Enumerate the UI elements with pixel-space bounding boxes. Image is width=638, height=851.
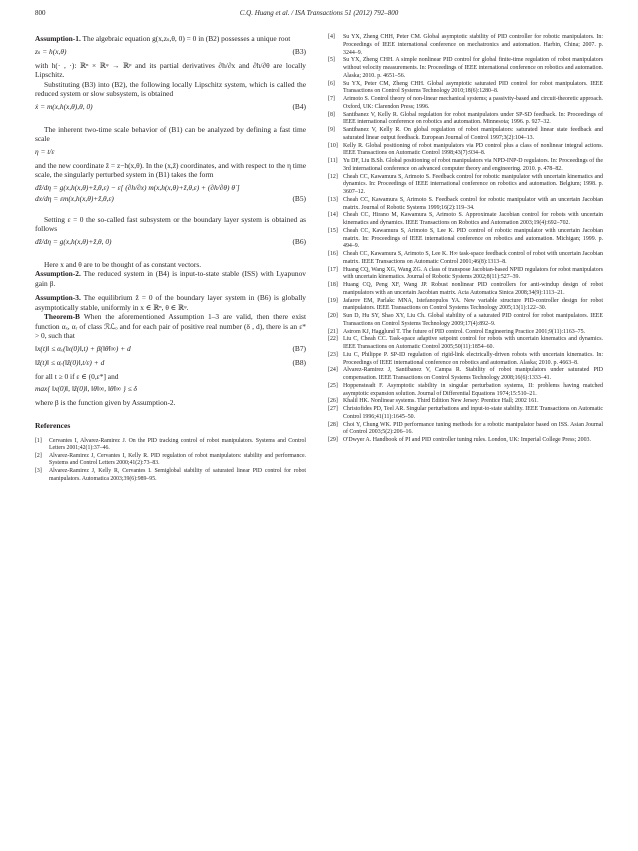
reference-text: Su YX, Zheng CHH. A simple nonlinear PID control for global finite-time regulation of robot manipulators without velocity measurements. In: Proceedings of IEEE international conference on robotics and automation. Alaska; 2010. p. 4651–56.: [343, 57, 603, 79]
reference-text: Sun D, Hu SY, Shao XY, Liu Ch. Global stability of a saturated PID control for robot manipulators. IEEE Transactions on Control Systems Technology 2009;17(4):892–9.: [343, 313, 603, 327]
reference-number: [11]: [328, 158, 338, 164]
reference-text: Cheah CC, Kawamura S, Arimoto S, Lee K. PID control of robotic manipulator with uncertain Jacobian matrix. In: Proceedings of IEEE international conference on robotics and automation. Michigan; 1999. p. 494–9.: [343, 227, 603, 250]
equation-b5-number: (B5): [292, 193, 306, 203]
reference-number: [1]: [35, 438, 42, 444]
equation-b6: [35, 237, 306, 248]
assumption-3-text: The equilibrium z̃ = 0 of the boundary layer system in (B6) is globally asymptotically stable, uniformly in x ∈ ℝⁿ, θ ∈ ℝᵠ.: [35, 293, 306, 312]
reference-number: [13]: [328, 196, 338, 203]
equation-b6-body: dz̃/dη = g(x,h(x,θ)+z̃,θ, 0): [35, 236, 112, 246]
equation-b4-number: (B4): [292, 101, 306, 111]
reference-item: [328, 313, 603, 329]
reference-number: [10]: [328, 142, 338, 149]
assumption-3: [35, 293, 306, 312]
reference-item: [328, 228, 603, 251]
equation-b3-body: zₛ = h(x,θ): [35, 46, 67, 56]
reference-number: [14]: [328, 212, 338, 219]
reference-item: [328, 112, 603, 128]
reference-text: Choi Y, Chung WK. PID performance tuning methods for a robotic manipulator based on ISS. Asian Journal of Control 2003;5(2):206–16.: [343, 421, 603, 436]
reference-text: Huang CQ, Peng XF, Wang JP. Robust nonlinear PID controllers for anti-windup design of robot manipulators with an uncertain Jacobian matrix. Acta Automatica Sinica 2008;34(9):1113–21.: [343, 282, 603, 296]
reference-number: [7]: [328, 96, 335, 102]
equation-eta: [35, 147, 306, 158]
reference-number: [26]: [328, 398, 338, 405]
reference-text: Su YX, Zheng CHH, Peter CM. Global asymptotic stability of PID controller for robotic manipulators. In: Proceedings of IEEE international conference on mechatronics and automation. Harbin, China; 2007. p. 3244–9.: [343, 34, 603, 56]
equation-b8-body: ‖z̃(t)‖ ≤ αᵣ(‖z̃(0)‖,t/ε) + d: [35, 357, 105, 367]
for-all-sentence: for all t ≥ 0 if ε ∈ (0,ε*] and: [35, 371, 119, 381]
reference-number: [3]: [35, 468, 42, 475]
theorem-b-text: When the aforementioned Assumption 1–3 are valid, then there exist function αₓ, αᵣ of class ℛℒₒ and for each pair of positive real number (δ , d), there is an ε* > 0, such that: [35, 312, 306, 340]
reference-text: Arimoto S. Control theory of non-linear mechanical systems; a passivity-based and circuit-theoretic approach. Oxford, UK: Clarendon Press; 1996.: [343, 96, 603, 110]
reference-number: [2]: [35, 453, 42, 460]
assumption-1: [35, 34, 306, 44]
reference-text: Liu C, Cheah CC. Task-space adaptive setpoint control for robots with uncertain kinematics and dynamics. IEEE Transactions on Automatic Control 2005;50(11):1854–60.: [343, 336, 603, 350]
reference-item: [328, 336, 603, 352]
reference-text: Alvarez-Ramirez J, Kelly R, Cervantes I. Semiglobal stability of saturated linear PID control for robot manipulators. Automatica 2003;39(6):989–95.: [49, 468, 306, 482]
inherent-paragraph: The inherent two-time scale behavior of (B1) can be analyzed by defining a fast time scale: [35, 124, 306, 143]
assumption-2-title: Assumption-2.: [35, 269, 81, 278]
constant-vectors-sentence: Here x and θ are to be thought of as constant vectors.: [44, 259, 202, 269]
assumption-1-text: The algebraic equation g(x,zₛ,θ, 0) = 0 in (B2) possesses a unique root: [80, 34, 291, 43]
equation-b5-line1: dz̃/dη = g(x,h(x,θ)+z̃,θ,ε) − ε[ (∂h/∂x) m(x,h(x,θ)+z̃,θ,ε) + (∂h/∂θ) θ̇ ]: [35, 182, 240, 192]
setting-paragraph: Setting ε = 0 the so-called fast subsystem or the boundary layer system is obtained as follows: [35, 214, 306, 233]
references-heading: References: [35, 420, 71, 430]
assumption-1-title: Assumption-1.: [35, 34, 81, 43]
reference-number: [28]: [328, 421, 338, 428]
journal-citation: C.Q. Huang et al. / ISA Transactions 51 (2012) 792–800: [239, 9, 399, 17]
assumption-2-text: The reduced system in (B4) is input-to-state stable (ISS) with Lyapunov gain β.: [35, 269, 306, 288]
reference-text: Khalil HK. Nonlinear systems. Third Edition New Jersey: Prentice Hall; 2002 161.: [343, 398, 539, 405]
reference-number: [25]: [328, 382, 338, 389]
reference-item: [328, 406, 603, 422]
reference-item: [328, 282, 603, 298]
theorem-b-title: Theorem-B: [44, 312, 80, 321]
reference-text: Santibanez V, Kelly R. On global regulation of robot manipulators: saturated linear state feedback and saturated linear output feedback. European Journal of Control 1997;3(2):104–13.: [343, 127, 603, 141]
reference-number: [5]: [328, 57, 335, 64]
reference-text: Su YX, Peter CM, Zheng CHH. Global asymptotic saturated PID control for robot manipulators. IEEE Transactions on Control Systems Technology 2010;18(6):1280–8.: [343, 80, 603, 95]
reference-text: Alvarez-Ramirez J, Santibanez V, Campa R. Stability of robot manipulators under saturated PID compensation. IEEE Transactions on Control Systems Technology 2008;16(6):1333–41.: [343, 367, 603, 381]
new-coordinate-paragraph: and the new coordinate z̃ = z−h(x,θ). In the (x,z̃) coordinates, and with respect to the η time scale, the singularly perturbed system in (B1) takes the form: [35, 160, 306, 179]
equation-b3: [35, 47, 306, 58]
reference-number: [27]: [328, 406, 338, 412]
equation-b5: [35, 183, 306, 203]
reference-item: [35, 468, 306, 483]
reference-text: Santibanez V, Kelly R. Global regulation for robot manipulators under SP-SD feedback. In: Proceedings of IEEE international conference on robotics and automation. Minnesota; 1996. p. 927–32.: [343, 111, 603, 126]
reference-number: [18]: [328, 282, 338, 288]
reference-item: [328, 212, 603, 228]
page-number: 800: [35, 9, 46, 17]
reference-text: Huang CQ, Wang XG, Wang ZG. A class of transpose Jacobian-based NPID regulators for robot manipulators with uncertain kinematics. Journal of Robotic Systems 2002;8(11):527–39.: [343, 266, 603, 281]
reference-number: [6]: [328, 80, 335, 87]
running-header: [0, 9, 638, 21]
equation-max-body: max{ ‖x(0)‖, ‖z̃(0)‖, ‖θ‖∞, ‖θ̇‖∞ } ≤ δ: [35, 384, 137, 393]
reference-number: [9]: [328, 127, 335, 133]
substitution-paragraph: Substituting (B3) into (B2), the following locally Lipschitz system, which is called the reduced system or slow subsystem, is obtained: [35, 79, 306, 98]
reference-text: Jafarov EM, Parlakc MNA, Istefanopulos YA. New variable structure PID-controller design for robot manipulators. IEEE Transactions on Control Systems Technology 2005;13(1):122–30.: [343, 297, 603, 312]
right-column: [328, 34, 603, 445]
reference-item: [328, 57, 603, 80]
reference-list-right: [328, 34, 603, 445]
reference-item: [328, 352, 603, 368]
reference-number: [19]: [328, 297, 338, 304]
reference-item: [328, 383, 603, 399]
reference-number: [4]: [328, 34, 335, 40]
equation-b4-body: ẋ = m(x,h(x,θ),θ, 0): [35, 101, 93, 111]
reference-number: [20]: [328, 313, 338, 319]
reference-number: [23]: [328, 351, 338, 358]
reference-item: [328, 197, 603, 213]
left-column: [35, 34, 306, 484]
reference-item: [328, 367, 603, 383]
reference-text: Kelly R. Global positioning of robot manipulators via PD control plus a class of nonlinear integral actions. IEEE Transactions on Automatic Control 1998;43(7):934–8.: [343, 142, 603, 157]
reference-text: Hoppensteadt F. Asymptotic stability in singular perturbation systems, II: problems having matched asymptotic expansion solution. Journal of Differential Equations 1974;15:510–21.: [343, 382, 603, 397]
reference-text: Yu DF, Liu B.Sh. Global positioning of robot manipulators via NPD-INP-D regulators. In: Proceedings of the 3rd international conference on advanced computer theory and engineering. 2010. p. 478–82.: [343, 158, 603, 172]
reference-list-left: [35, 438, 306, 483]
reference-text: Cheah CC, Hirano M, Kawamura S, Arimoto S. Approximate Jacobian control for robots with uncertain kinematics and dynamics. IEEE Transactions on Robotics and Automation 2003;19(4):692–702.: [343, 212, 603, 226]
reference-text: O'Dwyer A. Handbook of PI and PID controller tuning rules. London, UK: Imperial College Press; 2003.: [343, 437, 591, 443]
reference-number: [21]: [328, 328, 338, 335]
reference-number: [22]: [328, 336, 338, 343]
reference-number: [17]: [328, 266, 338, 273]
reference-item: [328, 158, 603, 174]
equation-b7-number: (B7): [292, 343, 306, 353]
equation-max: [35, 384, 306, 395]
reference-text: Cervantes I, Alvarez-Ramirez J. On the PID tracking control of robot manipulators. Systems and Control Letters 2001;42(1):37–46.: [49, 438, 306, 452]
reference-text: Alvarez-Ramirez J, Cervantes I, Kelly R. PID regulation of robot manipulators: stability and performance. Systems and Control Letters 2000;41(2):73–83.: [49, 453, 306, 467]
reference-text: Cheah CC, Kawamura S, Arimoto S. Feedback control for robotic manipulator with an uncertain Jacobian matrix. Journal of Robotic Systems 1999;16(2):119–34.: [343, 196, 603, 211]
equation-b6-number: (B6): [292, 236, 306, 246]
reference-text: Cheah CC, Kawamura S, Arimoto S. Feedback control for robotic manipulator with uncertain kinematics and dynamics. In: Proceedings of IEEE international conference on robotics and automation. Belgium; 1998. p. 3607–12.: [343, 173, 603, 195]
reference-item: [328, 398, 603, 406]
assumption-3-title: Assumption-3.: [35, 293, 81, 302]
reference-item: [328, 34, 603, 57]
assumption-2: [35, 269, 306, 288]
reference-number: [8]: [328, 111, 335, 118]
where-sentence: where β is the function given by Assumption-2.: [35, 398, 176, 407]
reference-item: [328, 81, 603, 97]
reference-item: [328, 267, 603, 283]
equation-b4: [35, 102, 306, 113]
reference-item: [328, 96, 603, 112]
reference-item: [328, 298, 603, 314]
reference-number: [15]: [328, 227, 338, 234]
reference-text: Cheah CC, Kawamura S, Arimoto S, Lee K. H∞ task-space feedback control of robot with uncertain Jacobian matrix. IEEE Transactions on Automatic Control 2001;46(8):1313–8.: [343, 251, 603, 265]
equation-b3-number: (B3): [292, 46, 306, 56]
reference-item: [35, 453, 306, 468]
equation-b5-line2: dx/dη = εm(x,h(x,θ)+z̃,θ,ε): [35, 193, 114, 203]
reference-number: [12]: [328, 173, 338, 180]
reference-text: Christofides PD, Teel AR. Singular perturbations and input-to-state stability. IEEE Transactions on Automatic Control 1996;41(11):1645–50.: [343, 406, 603, 420]
reference-item: [328, 143, 603, 159]
reference-item: [35, 438, 306, 453]
equation-b7: [35, 344, 306, 355]
equation-eta-body: η = t/ε: [35, 146, 55, 156]
reference-item: [328, 422, 603, 438]
reference-item: [328, 127, 603, 143]
reference-text: Liu C, Philippe P. SP-ID regulation of rigid-link electrically-driven robots with uncertain kinematics. In: Proceedings of IEEE international conference on robotics and automation. Alaska; 2010. p. 4663–8.: [343, 351, 603, 366]
equation-b8: [35, 358, 306, 369]
equation-b7-body: ‖x(t)‖ ≤ αₓ(‖x(0)‖,t) + β(‖θ̇‖∞) + d: [35, 343, 131, 353]
reference-text: Astrom KJ, Hagglund T. The future of PID control. Control Engineering Practice 2001;9(11):1163–75.: [343, 328, 586, 335]
reference-number: [24]: [328, 367, 338, 374]
reference-number: [29]: [328, 437, 338, 443]
reference-item: [328, 174, 603, 197]
theorem-b: [35, 312, 306, 341]
reference-item: [328, 251, 603, 267]
equation-b8-number: (B8): [292, 357, 306, 367]
reference-item: [328, 437, 603, 445]
assumption-1-continued: with h(· , ·): ℝⁿ × ℝᵠ → ℝᵖ and its partial derivatives ∂h/∂x and ∂h/∂θ are locally Lipschitz.: [35, 60, 306, 79]
reference-number: [16]: [328, 251, 338, 257]
